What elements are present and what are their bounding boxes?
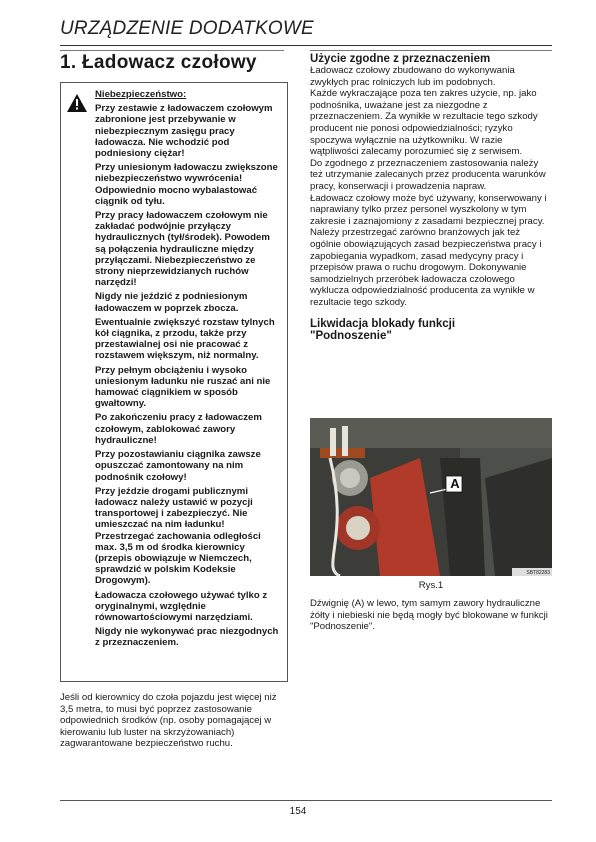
warning-paragraph: Ewentualnie zwiększyć rozstaw tylnych kół ciągnika, z przodu, także przy przestawialnej osi nie pracować z rozstawem większym, niż normalny. (95, 316, 275, 362)
warning-paragraph: Ładowacza czołowego używać tylko z oryginalnymi, względnie równowartościowymi narzędziami. (95, 589, 268, 623)
warning-triangle-icon (66, 93, 88, 113)
header-rule (60, 45, 552, 46)
warning-heading: Niebezpieczeństwo: (95, 89, 187, 100)
warning-paragraph: Przy zestawie z ładowaczem czołowym zabronione jest przebywanie w niebezpiecznym zasięgu pracy ładowacza. Nie wchodzić pod podniesiony ciężar! (95, 103, 273, 160)
intended-use-paragraph: Ładowacz czołowy zbudowano do wykonywania zwykłych prac rolniczych lub im podobnych. (310, 65, 515, 88)
photo-code: SBT82283 (526, 570, 550, 576)
warning-paragraph: Nigdy nie jeździć z podniesionym ładowaczem w poprzek zbocza. (95, 291, 248, 314)
figure-caption: Rys.1 (418, 580, 444, 591)
warning-paragraph: Przy uniesionym ładowaczu zwiększone niebezpieczeństwo wywrócenia! Odpowiednio mocno wybalastować ciągnik od tyłu. (95, 162, 278, 207)
lock-heading-line2: "Podnoszenie" (310, 330, 392, 343)
warning-box (60, 82, 288, 682)
warning-paragraph: Nigdy nie wykonywać prac niezgodnych z przeznaczeniem. (95, 626, 279, 649)
warning-paragraph: Przy pracy ładowaczem czołowym nie zakładać podwójnie przyłączy hydraulicznych (tył/środek). Powodem są połączenia hydrauliczne między przyłączami. Niebezpieczeństwo ze strony nieprzewidzianych ruchów narzędzi! (95, 210, 270, 289)
intended-use-paragraph: Ładowacz czołowy może być używany, konserwowany i naprawiany tylko przez personel wyszkolony w tym zakresie i zaznajomiony z zasadami bezpiecznej pracy. (310, 192, 547, 227)
page-number: 154 (289, 806, 307, 817)
lock-heading-line1: Likwidacja blokady funkcji (310, 318, 456, 331)
left-note: Jeśli od kierownicy do czoła pojazdu jest więcej niż 3,5 metra, to musi być poprzez zastosowanie odpowiednich środków (np. osoby pomagającej w kierowaniu lub luster na skrzyżowaniach) zagwarantowane bezpieczeństwo ruchu. (60, 692, 277, 750)
figure-description: Dźwignię (A) w lewo, tym samym zawory hydrauliczne żółty i niebieski nie będą mogły być blokowane w funkcji "Podnoszenie". (310, 598, 548, 633)
intended-use-paragraph: Należy przestrzegać zarówno branżowych jak też ogólnie obowiązujących zasad bezpieczeństwa pracy i zapobiegania wypadkom, zasad medycyny pracy i przepisów prawa o ruchu drogowym. Dokonywanie samodzielnych przeróbek ładowacza czołowego wyklucza odpowiedzialność producenta za wynikłe w rezultacie tego szkody. (310, 227, 542, 308)
figure-photo-drawing (310, 418, 552, 576)
warning-paragraph: Po zakończeniu pracy z ładowaczem czołowym, zablokować zawory hydrauliczne! (95, 412, 262, 446)
left-column (60, 50, 284, 74)
warning-paragraph: Przy pozostawianiu ciągnika zawsze opuszczać zamontowany na nim podnośnik czołowy! (95, 449, 261, 483)
warning-paragraph: Przy pełnym obciążeniu i wysoko uniesionym ładunku nie ruszać ani nie hamować ciągnikiem w sposób gwałtowny. (95, 364, 271, 410)
figure-photo (310, 418, 552, 576)
intended-use-paragraph: Do zgodnego z przeznaczeniem zastosowania należy też utrzymanie zalecanych przez producenta warunków pracy, konserwacji i prowadzenia napraw. (310, 157, 546, 192)
warning-paragraph: Przy jeździe drogami publicznymi ładowacz należy ustawić w pozycji transportowej i zabezpieczyć. Nie umieszczać na nim ładunku! Przestrzegać zachowania odległości max. 3,5 m od środka kierownicy (przepis obowiązuje w Niemczech, sprawdzić w polskim Kodeksie Drogowym). (95, 485, 261, 587)
right-column (310, 50, 552, 342)
intended-use-paragraph: Każde wykraczające poza ten zakres użycie, np. jako podnośnika, uważane jest za niezgodne z przeznaczeniem. Za wynikłe w rezultacie tego szkody producent nie ponosi odpowiedzialności; ryzyko spoczywa wyłącznie na użytkowniku. W razie wątpliwości zalecamy porozumieć się z serwisem. (310, 88, 538, 158)
warning-text (95, 89, 283, 652)
section-title: 1. Ładowacz czołowy (60, 52, 257, 73)
footer-rule (60, 800, 552, 801)
intended-use-heading: Użycie zgodne z przeznaczeniem (310, 53, 491, 65)
header-title: URZĄDZENIE DODATKOWE (60, 18, 314, 39)
photo-label-a: A (450, 476, 460, 491)
